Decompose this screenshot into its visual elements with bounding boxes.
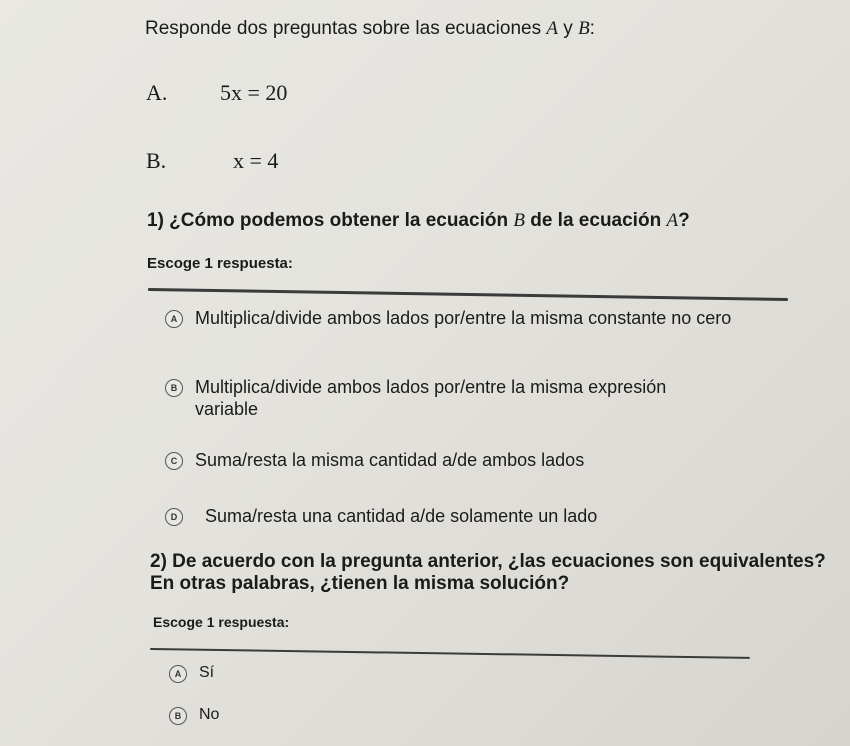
option-a-text: Multiplica/divide ambos lados por/entre la misma constante no cero (195, 308, 732, 328)
var-a: A (546, 18, 558, 39)
option-b-radio[interactable]: B (169, 707, 187, 725)
option-a-radio[interactable]: A (169, 665, 187, 683)
choose-label-2: Escoge 1 respuesta: (153, 614, 290, 630)
q1-option-a[interactable] (165, 307, 765, 329)
option-c-radio[interactable]: C (165, 452, 183, 470)
option-b-text: Multiplica/divide ambos lados por/entre la misma expresión variable (195, 377, 667, 419)
option-si-text: Sí (199, 664, 215, 681)
divider-1 (148, 288, 788, 301)
var-b: B (578, 18, 590, 39)
option-d-text: Suma/resta una cantidad a/de solamente un lado (205, 506, 598, 526)
question-1: 1) ¿Cómo podemos obtener la ecuación B de la ecuación A? (147, 210, 690, 231)
equation-b: x = 4 (233, 148, 279, 173)
q1-option-d[interactable] (165, 505, 765, 527)
q1-option-c[interactable] (165, 449, 765, 471)
equation-b-label: B. (146, 148, 167, 173)
option-no-text: No (199, 706, 220, 723)
q1-option-b[interactable] (165, 376, 765, 420)
option-b-radio[interactable]: B (165, 379, 183, 397)
question-2: 2) De acuerdo con la pregunta anterior, ¿las ecuaciones son equivalentes? En otras palabras, ¿tienen la misma solución? (150, 551, 826, 594)
equation-a: 5x = 20 (220, 80, 288, 105)
option-d-radio[interactable]: D (165, 508, 183, 526)
divider-2 (150, 648, 750, 659)
intro-text: Responde dos preguntas sobre las ecuaciones A y B: (145, 18, 595, 39)
q2-option-b[interactable] (169, 704, 219, 726)
option-a-radio[interactable]: A (165, 310, 183, 328)
q2-option-a[interactable] (169, 662, 214, 684)
equation-a-label: A. (146, 80, 168, 105)
option-c-text: Suma/resta la misma cantidad a/de ambos lados (195, 450, 585, 470)
choose-label-1: Escoge 1 respuesta: (147, 255, 293, 272)
